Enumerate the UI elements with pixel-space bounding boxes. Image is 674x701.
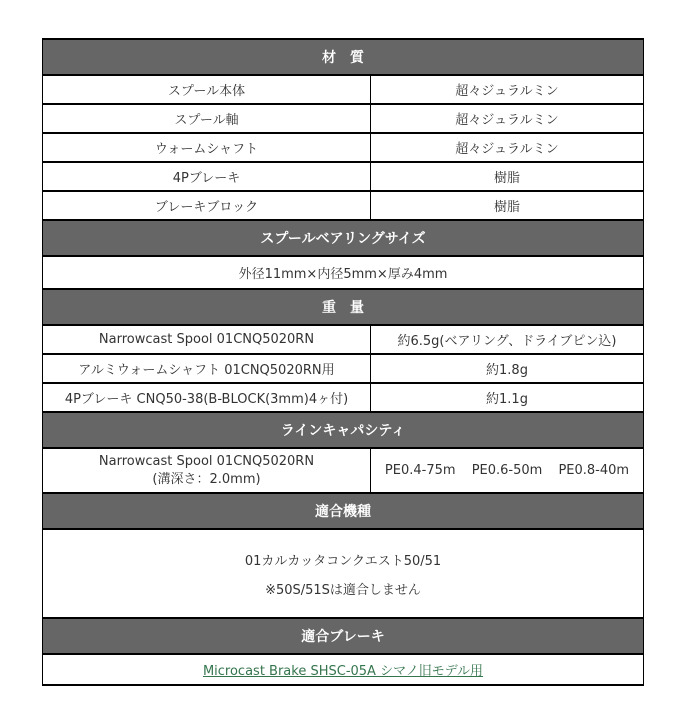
pe-capacity-3: PE0.8-40m xyxy=(558,463,630,478)
table-row xyxy=(43,191,644,220)
table-row xyxy=(43,448,644,493)
spec-label-worm-shaft: ウォームシャフト xyxy=(43,133,371,162)
section-header-row-compatible-models xyxy=(43,493,644,529)
weight-label-4p-brake: 4Pブレーキ CNQ50-38(B-BLOCK(3mm)4ヶ付) xyxy=(43,383,371,412)
weight-label-worm-shaft: アルミウォームシャフト 01CNQ5020RN用 xyxy=(43,354,371,383)
table-row xyxy=(43,75,644,104)
line-capacity-item: Narrowcast Spool 01CNQ5020RN xyxy=(98,453,315,469)
table-row xyxy=(43,654,644,685)
pe-capacity-2: PE0.6-50m xyxy=(471,463,543,478)
table-row xyxy=(43,133,644,162)
bearing-size-value: 外径11mm×内径5mm×厚み4mm xyxy=(43,256,644,289)
compatible-models-cell xyxy=(43,529,644,618)
section-header-line-capacity: ラインキャパシティ xyxy=(43,412,644,448)
section-header-compatible-models: 適合機種 xyxy=(43,493,644,529)
weight-value-4p-brake: 約1.1g xyxy=(371,383,644,412)
spec-value-spool-shaft: 超々ジュラルミン xyxy=(371,104,644,133)
weight-value-spool: 約6.5g(ベアリング、ドライブピン込) xyxy=(371,325,644,354)
section-header-row-material xyxy=(43,39,644,75)
table-row xyxy=(43,162,644,191)
table-row xyxy=(43,325,644,354)
section-header-material: 材 質 xyxy=(43,39,644,75)
section-header-row-compatible-brake xyxy=(43,618,644,654)
compatible-model-note: ※50S/51Sは適合しません xyxy=(265,582,421,598)
spec-label-brake-block: ブレーキブロック xyxy=(43,191,371,220)
spec-value-worm-shaft: 超々ジュラルミン xyxy=(371,133,644,162)
section-header-weight: 重 量 xyxy=(43,289,644,325)
table-row xyxy=(43,383,644,412)
line-capacity-item-note: (溝深さ：2.0mm) xyxy=(152,471,261,487)
compatible-brake-cell xyxy=(43,654,644,685)
spec-label-spool-body: スプール本体 xyxy=(43,75,371,104)
compatible-model-name: 01カルカッタコンクエスト50/51 xyxy=(244,553,442,569)
line-capacity-values xyxy=(371,448,644,493)
spec-value-brake-block: 樹脂 xyxy=(371,191,644,220)
spec-value-4p-brake: 樹脂 xyxy=(371,162,644,191)
pe-capacity-1: PE0.4-75m xyxy=(384,463,456,478)
section-header-bearing-size: スプールベアリングサイズ xyxy=(43,220,644,256)
brake-product-link[interactable]: Microcast Brake SHSC-05A シマノ旧モデル用 xyxy=(202,664,484,679)
table-row xyxy=(43,256,644,289)
spec-label-4p-brake: 4Pブレーキ xyxy=(43,162,371,191)
table-row xyxy=(43,354,644,383)
weight-value-worm-shaft: 約1.8g xyxy=(371,354,644,383)
spec-table xyxy=(42,38,644,686)
line-capacity-label xyxy=(43,448,371,493)
section-header-row-line-capacity xyxy=(43,412,644,448)
section-header-row-weight xyxy=(43,289,644,325)
table-row xyxy=(43,529,644,618)
weight-label-spool: Narrowcast Spool 01CNQ5020RN xyxy=(43,325,371,354)
section-header-row-bearing xyxy=(43,220,644,256)
section-header-compatible-brake: 適合ブレーキ xyxy=(43,618,644,654)
spec-value-spool-body: 超々ジュラルミン xyxy=(371,75,644,104)
table-row xyxy=(43,104,644,133)
spec-label-spool-shaft: スプール軸 xyxy=(43,104,371,133)
